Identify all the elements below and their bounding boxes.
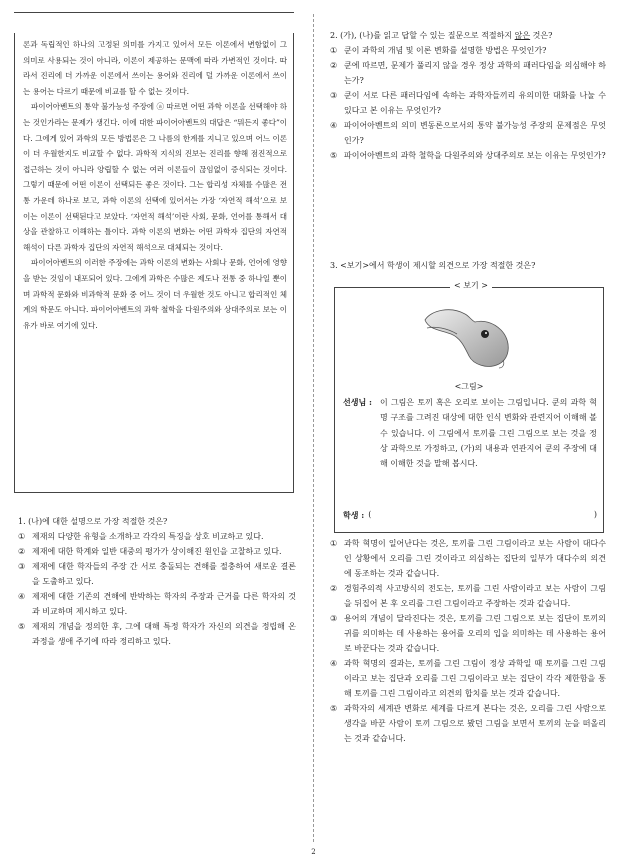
question-3-option-2[interactable]: ② 경험주의적 사고방식의 전도는, 토끼를 그린 사람이라고 보는 사람이 그림을 뒤집어 본 후 오리를 그린 그림이라고 주장하는 것과 같습니다. — [330, 584, 606, 608]
passage-text — [23, 37, 287, 333]
page-number: 2 — [311, 848, 316, 856]
student-dialogue — [343, 510, 597, 521]
bogi-title: < 보기 > — [450, 280, 492, 291]
question-3-stem-wrap — [330, 258, 606, 273]
passage-paragraph-3: 파이어아벤트의 이러한 주장에는 과학 이론의 변화는 사회나 문화, 언어에 영향을 받는 것임이 내포되어 있다. 그에게 과학은 수많은 제도나 전통 중 하나일 뿐이며 과학적 문화와 비과학적 문화 중 어느 것이 더 우월한 것도 아니고 합리적인 체계의 학문도 아니다. 파이어아벤트의 과학 철학을 다원주의와 상대주의로 보는 이유가 바로 여기에 있다. — [23, 258, 287, 330]
question-1-option-1[interactable]: ① 제재의 다양한 유형을 소개하고 각각의 특징을 상호 비교하고 있다. — [18, 532, 264, 541]
question-3-option-4[interactable]: ④ 과학 혁명의 결과는, 토끼를 그린 그림이 정상 과학일 때 토끼를 그린 그림이라고 보는 집단과 오리를 그린 그림이라고 보는 집단이 각각 제한함을 통해 토끼를 그린 그림이라고 의견의 합치를 보는 것과 같습니다. — [330, 659, 606, 698]
question-1-option-4[interactable]: ④ 제재에 대한 기존의 견해에 반박하는 학자의 주장과 근거를 다른 학자의 것과 비교하며 제시하고 있다. — [18, 592, 296, 616]
student-paren-close: ) — [593, 510, 597, 519]
passage-box — [14, 33, 294, 493]
question-3-stem: 3. <보기>에서 학생이 제시할 의견으로 가장 적절한 것은? — [330, 261, 536, 270]
bogi-box — [334, 281, 604, 533]
teacher-dialogue — [343, 395, 597, 471]
question-2-option-2[interactable]: ② 쿤에 따르면, 문제가 풀리지 않을 경우 정상 과학의 패러다임을 의심해야 하는가? — [330, 61, 606, 85]
question-3-option-5[interactable]: ⑤ 과학자의 세계관 변화로 세계를 다르게 본다는 것은, 오리를 그린 사람으로 생각을 바꾼 사람이 토끼 그림으로 봤던 그림을 보면서 토끼의 눈을 떠올리는 것과 같습니다. — [330, 704, 606, 743]
question-2 — [330, 28, 606, 163]
question-2-option-4[interactable]: ④ 파이어아벤트의 의미 변동론으로서의 통약 불가능성 주장의 문제점은 무엇인가? — [330, 121, 606, 145]
passage-paragraph-2: 파이어아벤트의 통약 불가능성 주장에 ⓐ 따르면 어떤 과학 이론을 선택해야 하는 것인가라는 문제가 생긴다. 이에 대한 파이어아벤트의 대답은 “뭐든지 좋다”이다. 그에게 있어 과학의 모든 방법론은 그 나름의 한계를 지니고 있으며 어느 이론이 더 우월한지도 비교할 수 없다. 과학적 지식의 진보는 진리를 향해 점진적으로 접근하는 것이 아니라 양립할 수 없는 여러 이론들이 끊임없이 증식되는 것이다. 그렇기 때문에 어떤 이론이 선택되든 좋은 것이다. 그는 합리성 자체를 수많은 전통 가운데 하나로 보고, 과학 이론의 선택에 있어서는 가장 ‘자연적 해석’으로 보이는 이론이 선택된다고 보았다. ‘자연적 해석’이란 사회, 문화, 언어를 통해서 대상을 관찰하고 이해하는 틀이다. 과학 이론의 변화는 어떤 과학자 집단의 자연적 해석이 다른 과학자 집단의 자연적 해석으로 대체되는 것이다. — [23, 102, 287, 252]
question-3-option-3[interactable]: ③ 용어의 개념이 달라진다는 것은, 토끼를 그린 그림으로 보는 집단이 토끼의 귀를 의미하는 데 사용하는 용어를 오리의 입을 의미하는 데 사용하는 용어로 바꾼다는 것과 같습니다. — [330, 614, 606, 653]
question-2-option-1[interactable]: ① 쿤이 과학의 개념 및 이론 변화를 설명한 방법은 무엇인가? — [330, 46, 547, 55]
question-1-stem: 1. (나)에 대한 설명으로 가장 적절한 것은? — [18, 517, 168, 526]
passage-paragraph-1: 론과 독립적인 하나의 고정된 의미를 가지고 있어서 모든 이론에서 변함없이 그 의미로 사용되는 것이 아니라, 이론이 제공하는 문맥에 따라 가변적인 것이다. 따라서 진리에 더 가까운 이론에서 쓰이는 용어와 진리에 덜 가까운 이론에서 쓰이는 용어는 다르기 때문에 비교를 할 수 없는 것이다. — [23, 40, 287, 96]
figure-caption: <그림> — [454, 382, 484, 391]
question-2-option-5[interactable]: ⑤ 파이어아벤트의 과학 철학을 다원주의와 상대주의로 보는 이유는 무엇인가? — [330, 151, 606, 160]
question-2-option-3[interactable]: ③ 쿤이 서로 다른 패러다임에 속하는 과학자들끼리 유의미한 대화를 나눌 수 있다고 본 이유는 무엇인가? — [330, 91, 606, 115]
question-1 — [18, 514, 296, 649]
question-1-option-2[interactable]: ② 제재에 대한 학계와 일반 대중의 평가가 상이해진 원인을 고찰하고 있다. — [18, 547, 282, 556]
question-1-option-5[interactable]: ⑤ 제재의 개념을 정의한 후, 그에 대해 특정 학자가 자신의 의견을 정립해 온 과정을 생애 주기에 따라 정리하고 있다. — [18, 622, 296, 646]
passage-box-top — [14, 12, 294, 13]
student-paren-open: ( — [368, 510, 372, 519]
column-divider — [313, 14, 314, 842]
question-3-options — [330, 536, 606, 746]
question-2-stem: 2. (가), (나)를 읽고 답할 수 있는 질문으로 적절하지 않은 것은? — [330, 31, 553, 40]
teacher-text: 이 그림은 토끼 혹은 오리로 보이는 그림입니다. 쿤의 과학 혁명 구조를 그려진 대상에 대한 인식 변화와 관련지어 이해해 볼 수 있습니다. 이 그림에서 토끼를 그린 그림으로 보는 것을 정상 과학으로 가정하고, (가)의 내용과 연관지어 쿤의 주장에 대해 이해한 것을 말해 봅시다. — [380, 398, 597, 469]
teacher-label: 선생님 : — [343, 397, 372, 407]
question-1-option-3[interactable]: ③ 제재에 대한 학자들의 주장 간 서로 충돌되는 견해를 절충하여 새로운 결론을 도출하고 있다. — [18, 562, 296, 586]
duck-rabbit-icon — [421, 300, 517, 370]
student-label: 학생 : — [343, 510, 365, 520]
emphasis-not: 않은 — [514, 31, 531, 40]
question-3-option-1[interactable]: ① 과학 혁명이 일어난다는 것은, 토끼를 그린 그림이라고 보는 사람이 대다수인 상황에서 오리를 그린 것이라고 의심하는 집단의 일부가 대다수의 의견에 동조하는 것과 같습니다. — [330, 539, 606, 578]
